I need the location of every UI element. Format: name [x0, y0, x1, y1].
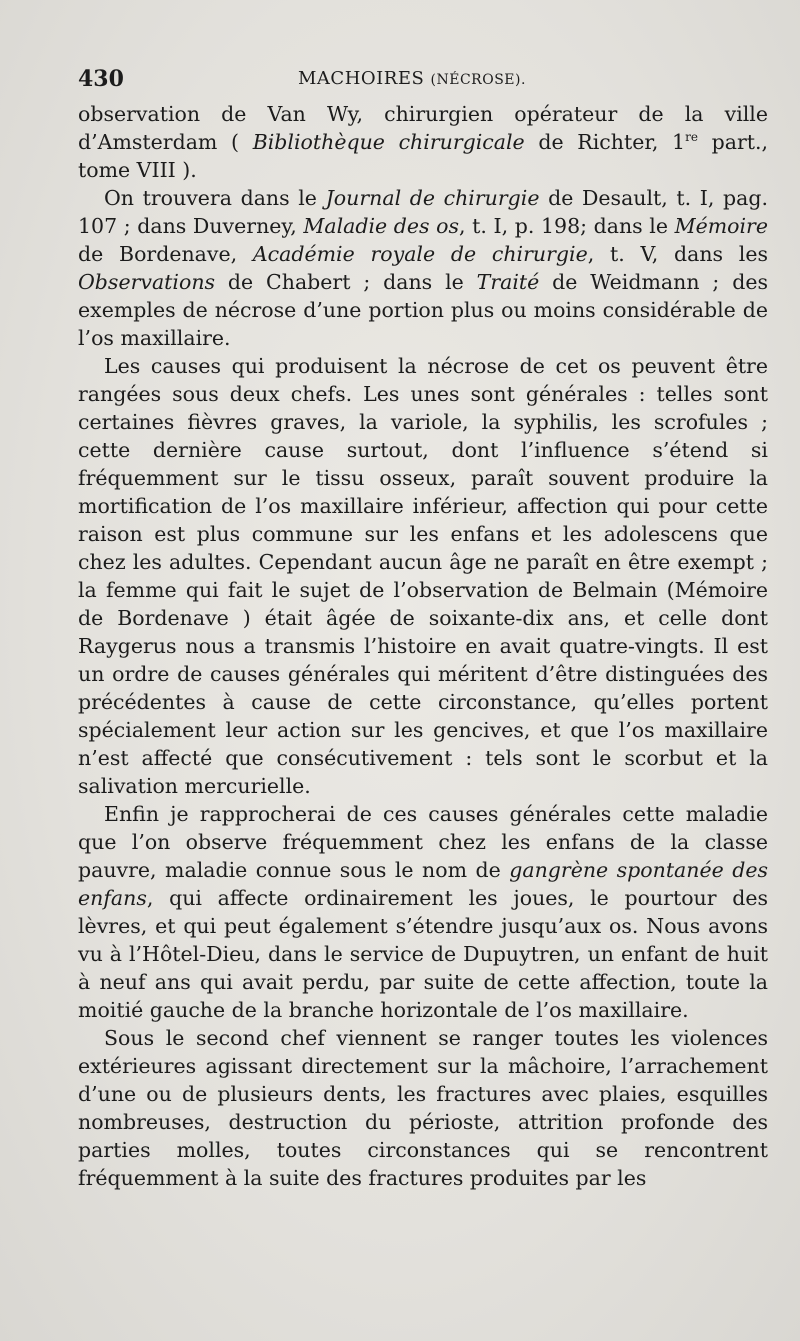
text-segment: Sous le second chef viennent se ranger toutes les violences extérieures agissant directement sur la mâchoire, l’arrachement d’une ou de plusieurs dents, les fractures avec plaies, esquilles nombreuses, destruction du périoste, attrition profonde des parties molles, toutes circonstances qui se rencontrent fréquemment à la suite des fractures produites par les	[78, 1026, 768, 1190]
italic-text-segment: Mémoire	[674, 214, 768, 238]
running-head-title: MACHOIRES	[298, 68, 425, 89]
text-segment: Enfin je rapprocherai de ces causes générales cette maladie que l’on observe fréquemment chez les enfans de la classe pauvre, maladie connue sous le nom de	[78, 802, 768, 882]
text-segment: de Richter, 1	[524, 130, 686, 154]
italic-text-segment: Maladie des os	[303, 214, 460, 238]
text-segment: , qui affecte ordinairement les joues, le pourtour des lèvres, et qui peut également s’étendre jusqu’aux os. Nous avons vu à l’Hôtel-Dieu, dans le service de Dupuytren, un enfant de huit à neuf ans qui avait perdu, par suite de cette affection, toute la moitié gauche de la branche horizontale de l’os maxillaire.	[78, 886, 768, 1022]
running-head	[298, 68, 526, 89]
text-segment: de Weidmann ; des exemples de nécrose d’une portion plus ou moins considérable de l’os maxillaire.	[78, 270, 768, 350]
page-header	[78, 66, 768, 96]
text-segment: de Desault, t. I, pag. 107 ; dans Duverney,	[78, 186, 769, 238]
running-head-subtitle: (NÉCROSE).	[430, 72, 526, 88]
text-segment: , t. I, p. 198; dans le	[459, 214, 675, 238]
text-segment: , t. V, dans les	[587, 242, 768, 266]
paragraph-5	[78, 1024, 768, 1192]
text-segment: Les causes qui produisent la nécrose de cet os peuvent être rangées sous deux chefs. Les unes sont générales : telles sont certaines fièvres graves, la variole, la syphilis, les scrofules ; cette dernière cause surtout, dont l’influence s’étend si fréquemment sur le tissu osseux, paraît souvent produire la mortification de l’os maxillaire inférieur, affection qui pour cette raison est plus commune sur les enfans et les adolescens que chez les adultes. Cependant aucun âge ne paraît en être exempt ; la femme qui fait le sujet de l’observation de Belmain (Mémoire de Bordenave ) était âgée de soixante-dix ans, et celle dont Raygerus nous a transmis l’histoire en avait quatre-vingts. Il est un ordre de causes générales qui méritent d’être distinguées des précédentes à cause de cette circonstance, qu’elles portent spécialement leur action sur les gencives, et que l’os maxillaire n’est affecté que consécutivement : tels sont le scorbut et la salivation mercurielle.	[78, 354, 768, 798]
text-segment: observation de Van Wy, chirurgien opérateur de la ville d’Amsterdam (	[78, 102, 768, 154]
text-segment: On trouvera dans le	[104, 186, 326, 210]
italic-text-segment: Traité	[476, 270, 540, 294]
italic-text-segment: gangrène spontanée des enfans	[78, 858, 768, 910]
page-number: 430	[78, 66, 124, 92]
paragraph-4	[78, 800, 768, 1024]
italic-text-segment: Observations	[78, 270, 216, 294]
italic-text-segment: Bibliothèque chirurgicale	[252, 130, 525, 154]
italic-text-segment: Journal de chirurgie	[325, 186, 540, 210]
body-text	[78, 100, 768, 1192]
paragraph-2	[78, 184, 768, 352]
paragraph-3	[78, 352, 768, 800]
superscript-text: re	[685, 130, 698, 145]
text-segment: de Bordenave,	[78, 242, 253, 266]
text-segment: part., tome VIII ).	[78, 130, 769, 182]
italic-text-segment: Académie royale de chirurgie	[252, 242, 588, 266]
paragraph-1	[78, 100, 768, 184]
text-segment: de Chabert ; dans le	[215, 270, 477, 294]
